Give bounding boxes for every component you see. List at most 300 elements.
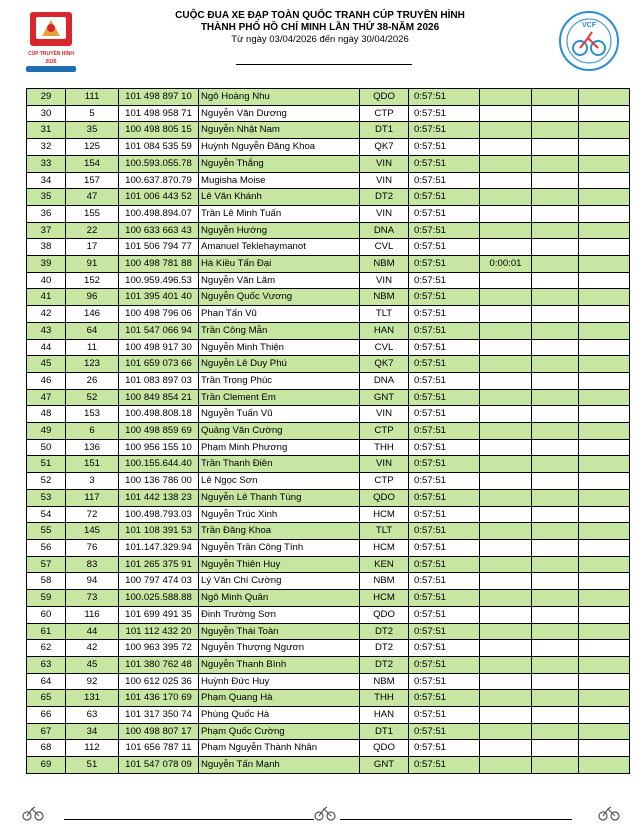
- bib-cell: 72: [66, 506, 119, 523]
- rider-name-cell: Huỳnh Đức Huy: [199, 673, 360, 690]
- empty-cell: [532, 723, 579, 740]
- bib-cell: 157: [66, 172, 119, 189]
- uci-id-cell: 100.593.055.78: [119, 155, 199, 172]
- rider-name-cell: Nguyễn Tấn Mạnh: [199, 757, 360, 774]
- rank-cell: 59: [27, 590, 66, 607]
- gap-cell: [480, 389, 532, 406]
- bib-cell: 17: [66, 239, 119, 256]
- gap-cell: [480, 89, 532, 106]
- empty-cell: [532, 172, 579, 189]
- empty-cell: [532, 489, 579, 506]
- rider-name-cell: Nguyễn Thượng Ngươn: [199, 640, 360, 657]
- uci-id-cell: 100 498 807 17: [119, 723, 199, 740]
- team-cell: VIN: [360, 272, 409, 289]
- empty-cell: [532, 256, 579, 273]
- rider-name-cell: Nguyễn Hướng: [199, 222, 360, 239]
- team-cell: QDO: [360, 606, 409, 623]
- team-cell: NBM: [360, 289, 409, 306]
- header-divider: [236, 64, 412, 65]
- team-cell: DT2: [360, 623, 409, 640]
- rank-cell: 32: [27, 139, 66, 156]
- time-cell: 0:57:51: [409, 172, 480, 189]
- uci-id-cell: 101 436 170 69: [119, 690, 199, 707]
- bib-cell: 51: [66, 757, 119, 774]
- empty-cell: [532, 105, 579, 122]
- gap-cell: [480, 406, 532, 423]
- team-cell: VIN: [360, 172, 409, 189]
- empty-cell: [579, 372, 630, 389]
- time-cell: 0:57:51: [409, 122, 480, 139]
- gap-cell: [480, 306, 532, 323]
- table-row: [27, 322, 630, 339]
- team-cell: VIN: [360, 155, 409, 172]
- empty-cell: [532, 289, 579, 306]
- rank-cell: 65: [27, 690, 66, 707]
- rider-name-cell: Huỳnh Nguyễn Đăng Khoa: [199, 139, 360, 156]
- empty-cell: [532, 222, 579, 239]
- time-cell: 0:57:51: [409, 539, 480, 556]
- time-cell: 0:57:51: [409, 155, 480, 172]
- rank-cell: 50: [27, 439, 66, 456]
- rider-name-cell: Nguyễn Trần Công Tính: [199, 539, 360, 556]
- table-row: [27, 707, 630, 724]
- uci-id-cell: 101 380 762 48: [119, 656, 199, 673]
- gap-cell: [480, 456, 532, 473]
- empty-cell: [532, 272, 579, 289]
- time-cell: 0:57:51: [409, 606, 480, 623]
- uci-id-cell: 100 797 474 03: [119, 573, 199, 590]
- gap-cell: [480, 423, 532, 440]
- empty-cell: [532, 757, 579, 774]
- rider-name-cell: Trần Công Mẫn: [199, 322, 360, 339]
- empty-cell: [579, 356, 630, 373]
- table-row: [27, 506, 630, 523]
- empty-cell: [579, 473, 630, 490]
- rider-name-cell: Nguyễn Quốc Vương: [199, 289, 360, 306]
- uci-id-cell: 101 506 794 77: [119, 239, 199, 256]
- uci-id-cell: 100 633 663 43: [119, 222, 199, 239]
- bib-cell: 76: [66, 539, 119, 556]
- table-row: [27, 539, 630, 556]
- rank-cell: 64: [27, 673, 66, 690]
- time-cell: 0:57:51: [409, 239, 480, 256]
- empty-cell: [579, 423, 630, 440]
- bib-cell: 116: [66, 606, 119, 623]
- bib-cell: 42: [66, 640, 119, 657]
- rank-cell: 35: [27, 189, 66, 206]
- rider-name-cell: Mugisha Moise: [199, 172, 360, 189]
- rank-cell: 42: [27, 306, 66, 323]
- gap-cell: [480, 757, 532, 774]
- team-cell: TLT: [360, 306, 409, 323]
- uci-id-cell: 101 084 535 59: [119, 139, 199, 156]
- empty-cell: [532, 139, 579, 156]
- rider-name-cell: Ngô Minh Quân: [199, 590, 360, 607]
- time-cell: 0:57:51: [409, 222, 480, 239]
- time-cell: 0:57:51: [409, 573, 480, 590]
- bib-cell: 11: [66, 339, 119, 356]
- table-row: [27, 139, 630, 156]
- table-row: [27, 222, 630, 239]
- uci-id-cell: 101 547 078 09: [119, 757, 199, 774]
- gap-cell: [480, 322, 532, 339]
- table-row: [27, 573, 630, 590]
- team-cell: QK7: [360, 356, 409, 373]
- empty-cell: [532, 356, 579, 373]
- empty-cell: [532, 506, 579, 523]
- uci-id-cell: 100 963 395 72: [119, 640, 199, 657]
- uci-id-cell: 100.959.496.53: [119, 272, 199, 289]
- uci-id-cell: 100 498 805 15: [119, 122, 199, 139]
- rider-name-cell: Nguyễn Trúc Xinh: [199, 506, 360, 523]
- rank-cell: 41: [27, 289, 66, 306]
- bib-cell: 123: [66, 356, 119, 373]
- gap-cell: [480, 489, 532, 506]
- rider-name-cell: Đinh Trường Sơn: [199, 606, 360, 623]
- gap-cell: [480, 623, 532, 640]
- table-row: [27, 105, 630, 122]
- table-row: [27, 673, 630, 690]
- time-cell: 0:57:51: [409, 640, 480, 657]
- uci-id-cell: 101 265 375 91: [119, 556, 199, 573]
- team-cell: CVL: [360, 239, 409, 256]
- gap-cell: [480, 539, 532, 556]
- empty-cell: [579, 523, 630, 540]
- table-row: [27, 372, 630, 389]
- document-header: [0, 0, 640, 84]
- rank-cell: 56: [27, 539, 66, 556]
- table-row: [27, 456, 630, 473]
- team-cell: DT2: [360, 640, 409, 657]
- rider-name-cell: Lê Ngọc Sơn: [199, 473, 360, 490]
- rank-cell: 51: [27, 456, 66, 473]
- empty-cell: [532, 606, 579, 623]
- empty-cell: [532, 590, 579, 607]
- bib-cell: 145: [66, 523, 119, 540]
- empty-cell: [532, 556, 579, 573]
- uci-id-cell: 100.025.588.88: [119, 590, 199, 607]
- rank-cell: 37: [27, 222, 66, 239]
- empty-cell: [579, 740, 630, 757]
- rider-name-cell: Trần Clement Em: [199, 389, 360, 406]
- rider-name-cell: Phạm Nguyễn Thành Nhân: [199, 740, 360, 757]
- time-cell: 0:57:51: [409, 590, 480, 607]
- rider-name-cell: Phạm Quốc Cường: [199, 723, 360, 740]
- time-cell: 0:57:51: [409, 406, 480, 423]
- gap-cell: [480, 590, 532, 607]
- table-row: [27, 489, 630, 506]
- time-cell: 0:57:51: [409, 372, 480, 389]
- rank-cell: 69: [27, 757, 66, 774]
- empty-cell: [579, 172, 630, 189]
- rank-cell: 57: [27, 556, 66, 573]
- table-row: [27, 406, 630, 423]
- table-row: [27, 556, 630, 573]
- empty-cell: [532, 456, 579, 473]
- uci-id-cell: 100 849 854 21: [119, 389, 199, 406]
- time-cell: 0:57:51: [409, 289, 480, 306]
- time-cell: 0:57:51: [409, 556, 480, 573]
- rider-name-cell: Hà Kiều Tấn Đại: [199, 256, 360, 273]
- table-row: [27, 306, 630, 323]
- bib-cell: 83: [66, 556, 119, 573]
- empty-cell: [532, 339, 579, 356]
- gap-cell: [480, 606, 532, 623]
- empty-cell: [579, 556, 630, 573]
- bib-cell: 35: [66, 122, 119, 139]
- uci-id-cell: 100 136 786 00: [119, 473, 199, 490]
- time-cell: 0:57:51: [409, 89, 480, 106]
- rider-name-cell: Nguyễn Văn Lãm: [199, 272, 360, 289]
- table-row: [27, 339, 630, 356]
- empty-cell: [579, 89, 630, 106]
- rank-cell: 55: [27, 523, 66, 540]
- rank-cell: 44: [27, 339, 66, 356]
- team-cell: HCM: [360, 590, 409, 607]
- time-cell: 0:57:51: [409, 506, 480, 523]
- rank-cell: 49: [27, 423, 66, 440]
- gap-cell: [480, 222, 532, 239]
- rank-cell: 53: [27, 489, 66, 506]
- empty-cell: [532, 673, 579, 690]
- gap-cell: [480, 239, 532, 256]
- rider-name-cell: Nguyễn Thắng: [199, 155, 360, 172]
- bib-cell: 117: [66, 489, 119, 506]
- empty-cell: [532, 239, 579, 256]
- empty-cell: [532, 690, 579, 707]
- empty-cell: [532, 656, 579, 673]
- bib-cell: 6: [66, 423, 119, 440]
- empty-cell: [579, 506, 630, 523]
- team-cell: TLT: [360, 523, 409, 540]
- empty-cell: [532, 707, 579, 724]
- time-cell: 0:57:51: [409, 673, 480, 690]
- uci-id-cell: 100 956 155 10: [119, 439, 199, 456]
- rider-name-cell: Trần Đăng Khoa: [199, 523, 360, 540]
- team-cell: DT1: [360, 122, 409, 139]
- team-cell: HAN: [360, 707, 409, 724]
- table-row: [27, 656, 630, 673]
- empty-cell: [532, 473, 579, 490]
- table-row: [27, 606, 630, 623]
- time-cell: 0:57:51: [409, 189, 480, 206]
- empty-cell: [532, 89, 579, 106]
- gap-cell: [480, 707, 532, 724]
- empty-cell: [579, 539, 630, 556]
- rider-name-cell: Amanuel Teklehaymanot: [199, 239, 360, 256]
- empty-cell: [579, 389, 630, 406]
- bib-cell: 131: [66, 690, 119, 707]
- uci-id-cell: 100.155.644.40: [119, 456, 199, 473]
- bib-cell: 45: [66, 656, 119, 673]
- empty-cell: [579, 707, 630, 724]
- empty-cell: [579, 222, 630, 239]
- uci-id-cell: 100.498.793.03: [119, 506, 199, 523]
- title-line-2: THÀNH PHỐ HỒ CHÍ MINH LẦN THỨ 38-NĂM 2026: [200, 22, 440, 33]
- gap-cell: [480, 573, 532, 590]
- empty-cell: [579, 656, 630, 673]
- empty-cell: [579, 189, 630, 206]
- empty-cell: [532, 623, 579, 640]
- bib-cell: 125: [66, 139, 119, 156]
- empty-cell: [532, 189, 579, 206]
- team-cell: GNT: [360, 757, 409, 774]
- uci-id-cell: 100 498 781 88: [119, 256, 199, 273]
- table-row: [27, 740, 630, 757]
- rider-name-cell: Phạm Quang Hà: [199, 690, 360, 707]
- empty-cell: [579, 489, 630, 506]
- rank-cell: 48: [27, 406, 66, 423]
- uci-id-cell: 101 083 897 03: [119, 372, 199, 389]
- gap-cell: [480, 673, 532, 690]
- gap-cell: [480, 439, 532, 456]
- rider-name-cell: Nguyễn Văn Dương: [199, 105, 360, 122]
- team-cell: QK7: [360, 139, 409, 156]
- table-row: [27, 356, 630, 373]
- table-row: [27, 256, 630, 273]
- uci-id-cell: 101.147.329.94: [119, 539, 199, 556]
- team-cell: DNA: [360, 222, 409, 239]
- bib-cell: 96: [66, 289, 119, 306]
- gap-cell: [480, 372, 532, 389]
- gap-cell: [480, 473, 532, 490]
- uci-id-cell: 101 656 787 11: [119, 740, 199, 757]
- empty-cell: [579, 256, 630, 273]
- logo-left-caption: CÚP TRUYỀN HÌNH: [27, 51, 75, 57]
- cyclist-icon: [22, 805, 44, 821]
- time-cell: 0:57:51: [409, 105, 480, 122]
- gap-cell: [480, 272, 532, 289]
- cyclist-icon: [598, 805, 620, 821]
- rider-name-cell: Nguyễn Minh Thiện: [199, 339, 360, 356]
- team-cell: CTP: [360, 423, 409, 440]
- team-cell: CTP: [360, 105, 409, 122]
- bib-cell: 153: [66, 406, 119, 423]
- gap-cell: 0:00:01: [480, 256, 532, 273]
- results-body: [27, 89, 630, 774]
- uci-id-cell: 100 498 859 69: [119, 423, 199, 440]
- rank-cell: 36: [27, 205, 66, 222]
- uci-id-cell: 101 659 073 66: [119, 356, 199, 373]
- empty-cell: [579, 322, 630, 339]
- team-cell: QDO: [360, 89, 409, 106]
- time-cell: 0:57:51: [409, 322, 480, 339]
- gap-cell: [480, 690, 532, 707]
- empty-cell: [532, 372, 579, 389]
- bib-cell: 5: [66, 105, 119, 122]
- bib-cell: 73: [66, 590, 119, 607]
- team-cell: VIN: [360, 205, 409, 222]
- results-table: [26, 88, 630, 774]
- team-cell: DT2: [360, 189, 409, 206]
- rank-cell: 66: [27, 707, 66, 724]
- rider-name-cell: Phạm Minh Phương: [199, 439, 360, 456]
- gap-cell: [480, 506, 532, 523]
- team-cell: HCM: [360, 539, 409, 556]
- uci-id-cell: 101 498 897 10: [119, 89, 199, 106]
- table-row: [27, 723, 630, 740]
- table-row: [27, 690, 630, 707]
- footer: [0, 796, 640, 828]
- empty-cell: [532, 389, 579, 406]
- time-cell: 0:57:51: [409, 306, 480, 323]
- time-cell: 0:57:51: [409, 707, 480, 724]
- gap-cell: [480, 105, 532, 122]
- team-cell: CTP: [360, 473, 409, 490]
- time-cell: 0:57:51: [409, 272, 480, 289]
- rank-cell: 47: [27, 389, 66, 406]
- empty-cell: [532, 155, 579, 172]
- bib-cell: 34: [66, 723, 119, 740]
- rank-cell: 31: [27, 122, 66, 139]
- table-row: [27, 473, 630, 490]
- empty-cell: [532, 573, 579, 590]
- gap-cell: [480, 523, 532, 540]
- empty-cell: [579, 339, 630, 356]
- empty-cell: [532, 322, 579, 339]
- table-row: [27, 623, 630, 640]
- time-cell: 0:57:51: [409, 389, 480, 406]
- empty-cell: [579, 105, 630, 122]
- rank-cell: 46: [27, 372, 66, 389]
- empty-cell: [532, 122, 579, 139]
- rider-name-cell: Lý Văn Chí Cường: [199, 573, 360, 590]
- rank-cell: 39: [27, 256, 66, 273]
- rank-cell: 43: [27, 322, 66, 339]
- rank-cell: 34: [27, 172, 66, 189]
- bib-cell: 44: [66, 623, 119, 640]
- team-cell: QDO: [360, 740, 409, 757]
- gap-cell: [480, 289, 532, 306]
- uci-id-cell: 101 699 491 35: [119, 606, 199, 623]
- bib-cell: 63: [66, 707, 119, 724]
- time-cell: 0:57:51: [409, 439, 480, 456]
- team-cell: CVL: [360, 339, 409, 356]
- gap-cell: [480, 155, 532, 172]
- empty-cell: [579, 155, 630, 172]
- empty-cell: [579, 606, 630, 623]
- empty-cell: [579, 239, 630, 256]
- empty-cell: [579, 757, 630, 774]
- gap-cell: [480, 556, 532, 573]
- rank-cell: 52: [27, 473, 66, 490]
- bib-cell: 146: [66, 306, 119, 323]
- uci-id-cell: 101 442 138 23: [119, 489, 199, 506]
- empty-cell: [579, 590, 630, 607]
- empty-cell: [579, 623, 630, 640]
- time-cell: 0:57:51: [409, 656, 480, 673]
- empty-cell: [532, 205, 579, 222]
- gap-cell: [480, 356, 532, 373]
- rider-name-cell: Quảng Văn Cường: [199, 423, 360, 440]
- uci-id-cell: 101 498 958 71: [119, 105, 199, 122]
- footer-line-right: [340, 819, 572, 820]
- gap-cell: [480, 122, 532, 139]
- rank-cell: 33: [27, 155, 66, 172]
- bib-cell: 154: [66, 155, 119, 172]
- time-cell: 0:57:51: [409, 489, 480, 506]
- time-cell: 0:57:51: [409, 757, 480, 774]
- bib-cell: 136: [66, 439, 119, 456]
- bib-cell: 151: [66, 456, 119, 473]
- table-row: [27, 239, 630, 256]
- tv-cup-logo: [22, 10, 80, 74]
- bib-cell: 91: [66, 256, 119, 273]
- rider-name-cell: Trần Trọng Phúc: [199, 372, 360, 389]
- table-row: [27, 389, 630, 406]
- gap-cell: [480, 640, 532, 657]
- rank-cell: 38: [27, 239, 66, 256]
